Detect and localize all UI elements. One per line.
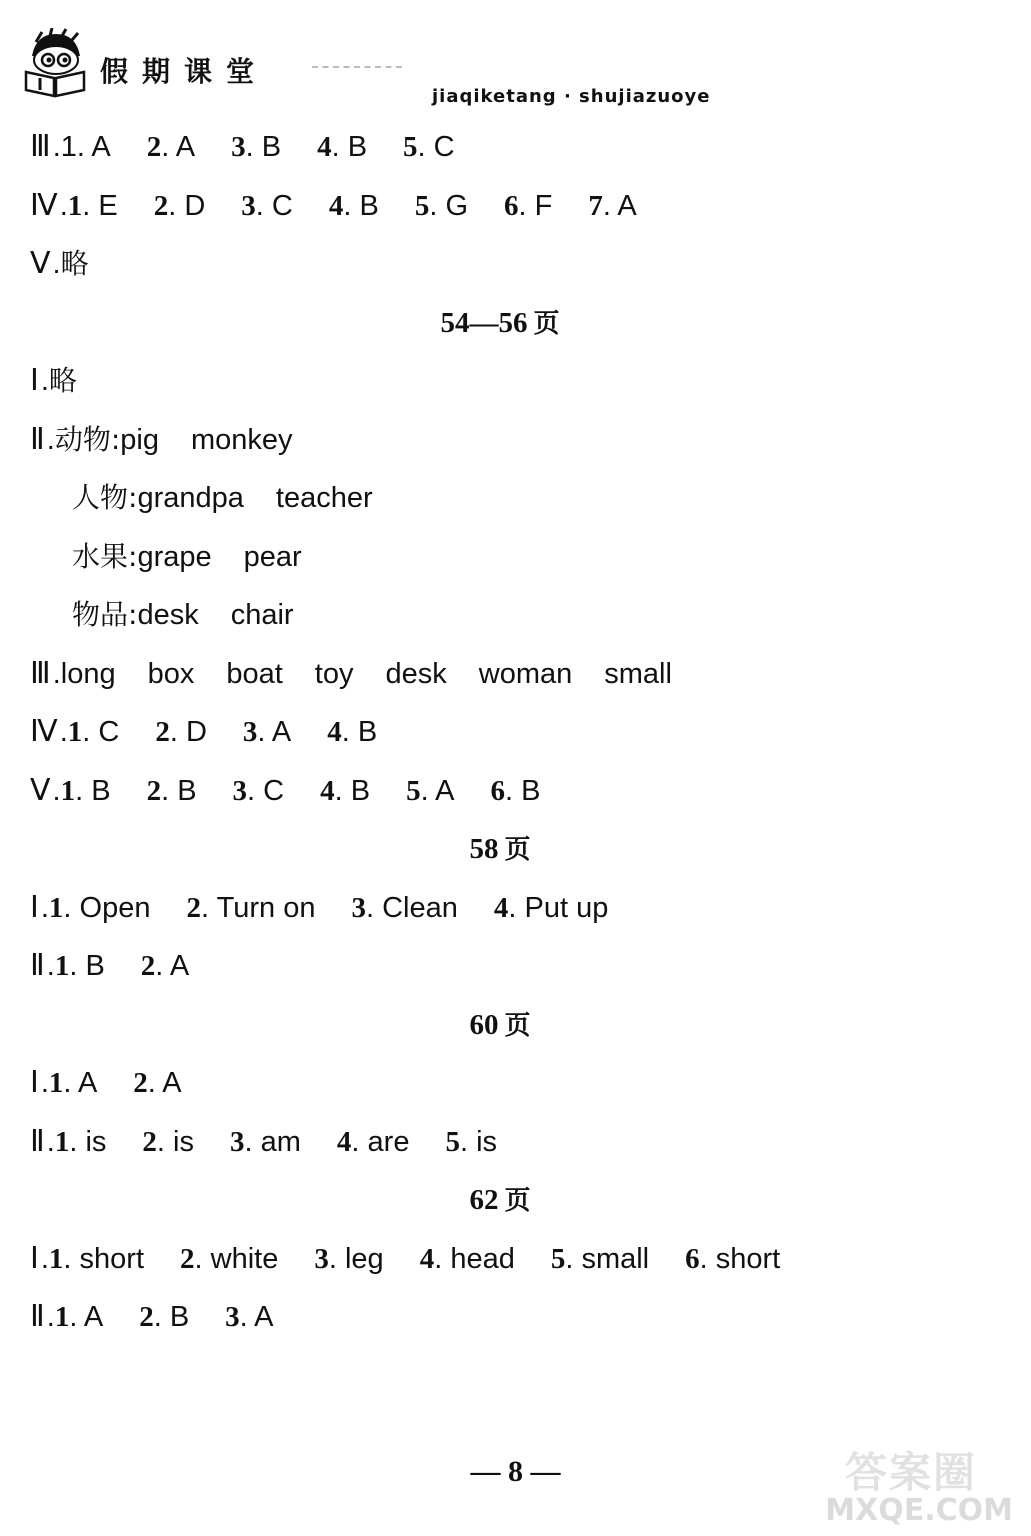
category-label: 水果 — [72, 539, 129, 573]
section-numeral: Ⅳ — [30, 188, 58, 222]
section-numeral: Ⅰ — [30, 1066, 39, 1099]
answer-number: 2 — [133, 1067, 148, 1099]
heading-pages: 60 — [469, 1008, 499, 1041]
section-numeral: Ⅱ — [30, 949, 45, 982]
answer-item — [420, 1230, 515, 1289]
answer-dot: . — [76, 131, 92, 163]
answer-number: 1 — [67, 189, 83, 222]
numeral-dot: . — [59, 189, 68, 222]
answer-value: Put up — [524, 891, 609, 924]
answer-value: B — [177, 774, 197, 807]
answer-value: is — [173, 1125, 194, 1158]
answer-dot: . — [153, 1301, 170, 1333]
answer-item — [403, 118, 455, 177]
answer-dot: . — [341, 716, 358, 748]
answer-number: 2 — [139, 1301, 154, 1333]
answer-dot: . — [156, 1125, 174, 1158]
answer-row — [30, 235, 990, 294]
answer-dot: . — [331, 131, 348, 163]
answer-number: 4 — [320, 774, 335, 807]
page-range-heading — [30, 820, 990, 879]
answer-value: A — [271, 716, 292, 748]
answer-item — [494, 879, 608, 938]
answer-dot: . — [63, 1067, 78, 1099]
answer-dot: . — [417, 131, 434, 163]
answer-number: 5 — [550, 1242, 566, 1275]
category-word: pear — [243, 540, 302, 573]
answer-dot: . — [169, 716, 186, 748]
answer-dot: . — [63, 891, 80, 924]
watermark-cn: 答案圈 — [844, 1448, 977, 1497]
answer-number: 2 — [142, 1125, 157, 1158]
answer-row — [30, 1288, 990, 1347]
answer-value: C — [263, 774, 285, 807]
answer-item — [61, 118, 111, 177]
answer-value: leg — [344, 1242, 384, 1275]
page-range-heading — [30, 1171, 990, 1230]
answer-value: E — [98, 189, 118, 222]
answer-row — [30, 879, 990, 938]
answer-value: F — [534, 189, 553, 222]
word-item: woman — [478, 657, 573, 690]
answer-item — [133, 1054, 181, 1113]
answer-number: 1 — [60, 131, 77, 163]
category-word: teacher — [275, 482, 373, 514]
answer-value: Turn on — [216, 891, 316, 924]
answer-item — [49, 879, 151, 938]
answer-number: 4 — [317, 131, 332, 163]
heading-unit: 页 — [504, 1186, 531, 1216]
answer-dot: . — [420, 774, 436, 807]
answer-dot: . — [194, 1242, 211, 1275]
answer-number: 3 — [225, 1301, 240, 1333]
answer-item — [187, 879, 316, 938]
answer-number: 4 — [493, 891, 509, 924]
brand-subtitle: jiaqiketang · shujiazuoye — [432, 86, 711, 107]
answer-value: A — [162, 1067, 182, 1099]
answer-number: 2 — [146, 774, 162, 807]
answer-item — [320, 762, 370, 821]
answer-dot: . — [343, 189, 360, 222]
answer-item — [490, 762, 540, 821]
answer-value: D — [184, 189, 206, 222]
answer-number: 1 — [67, 716, 83, 748]
answer-dot: . — [459, 1125, 477, 1158]
answer-dot: . — [334, 774, 351, 807]
answer-number: 1 — [54, 950, 70, 982]
answer-number: 4 — [327, 716, 342, 748]
answer-row — [30, 1230, 990, 1289]
category-word: chair — [230, 599, 294, 631]
numeral-dot: . — [52, 131, 61, 163]
numeral-dot: . — [46, 950, 55, 982]
answer-row — [30, 528, 990, 587]
answer-dot: . — [69, 1301, 84, 1333]
answer-row — [30, 1054, 990, 1113]
category-word: grandpa — [137, 482, 244, 514]
answer-row — [30, 411, 990, 470]
answer-item — [406, 762, 454, 821]
answer-value: G — [445, 189, 469, 222]
answer-number: 6 — [504, 189, 519, 222]
page-number: — 8 — — [470, 1455, 561, 1488]
numeral-dot: . — [59, 716, 68, 748]
watermark — [817, 1440, 1017, 1530]
answer-dot: . — [255, 189, 272, 222]
answer-number: 5 — [414, 189, 430, 222]
numeral-dot: . — [46, 1125, 55, 1158]
answer-number: 2 — [186, 891, 201, 924]
answer-dot: . — [365, 891, 383, 924]
watermark-en: MXQE.COM — [825, 1493, 1013, 1528]
answer-dot: . — [351, 1125, 368, 1158]
category-colon: : — [128, 598, 138, 631]
word-item: long — [60, 657, 116, 690]
answer-value: A — [77, 1067, 98, 1099]
numeral-dot: . — [46, 423, 55, 456]
brand-title: 假期课堂 — [100, 55, 269, 88]
answer-item — [588, 177, 636, 236]
word-item: small — [604, 657, 672, 690]
answer-value: D — [185, 716, 207, 748]
answer-value: head — [450, 1242, 515, 1275]
answer-value: B — [359, 189, 379, 222]
answer-item — [147, 118, 195, 177]
answer-number: 1 — [48, 891, 64, 924]
answer-value: A — [91, 131, 111, 163]
answer-value: am — [260, 1125, 301, 1158]
answer-dot: . — [244, 1125, 261, 1158]
answer-item — [317, 118, 367, 177]
numeral-dot: . — [40, 1067, 49, 1099]
answer-item — [230, 1113, 301, 1172]
answer-item — [445, 1113, 497, 1172]
numeral-dot: . — [46, 1301, 55, 1333]
page-range-heading — [30, 294, 990, 353]
answer-dot: . — [328, 1242, 345, 1275]
answer-number: 7 — [588, 189, 603, 222]
answer-item — [68, 177, 118, 236]
answer-dot: . — [63, 1242, 80, 1275]
numeral-dot: . — [52, 248, 61, 280]
answer-dot: . — [82, 189, 99, 222]
category-colon: : — [128, 481, 138, 514]
answer-item — [231, 118, 281, 177]
answer-number: 2 — [153, 189, 169, 222]
answer-item — [327, 703, 377, 762]
answer-item — [415, 177, 468, 236]
answer-value: Open — [79, 891, 151, 924]
section-numeral: Ⅱ — [30, 422, 45, 456]
answer-value: B — [85, 950, 105, 982]
answer-item — [68, 703, 120, 762]
answer-item — [139, 1288, 189, 1347]
answer-item — [147, 762, 197, 821]
answer-value: A — [169, 950, 190, 982]
heading-unit: 页 — [504, 1010, 531, 1041]
answer-number: 1 — [54, 1125, 70, 1158]
answer-value: C — [98, 716, 120, 748]
header-divider — [312, 66, 402, 68]
answer-item — [154, 177, 206, 236]
numeral-dot: . — [40, 365, 49, 397]
answer-value: short — [715, 1242, 781, 1275]
answer-item — [337, 1113, 410, 1172]
section-numeral: Ⅳ — [30, 715, 58, 748]
answer-number: 3 — [241, 189, 256, 222]
answer-value: C — [433, 131, 455, 163]
answer-row — [30, 762, 990, 821]
heading-pages: 58 — [469, 833, 499, 865]
heading-pages: 62 — [469, 1184, 499, 1216]
answer-value: B — [91, 774, 111, 807]
answer-dot: . — [201, 891, 217, 924]
section-numeral: Ⅱ — [30, 1300, 45, 1333]
answer-value: B — [357, 716, 378, 748]
answer-number: 3 — [229, 1125, 245, 1158]
answer-number: 6 — [685, 1242, 700, 1275]
answer-dot: . — [69, 1125, 86, 1158]
answer-dot: . — [602, 189, 618, 222]
answer-dot: . — [257, 716, 272, 748]
answer-value: A — [175, 131, 196, 163]
category-label: 物品 — [72, 598, 129, 631]
answer-dot: . — [75, 774, 92, 807]
answer-number: 5 — [406, 774, 421, 807]
category-colon: : — [110, 422, 121, 456]
answer-value: B — [169, 1301, 190, 1333]
answer-dot: . — [147, 1067, 163, 1099]
category-word: pig — [120, 423, 159, 456]
heading-unit: 页 — [504, 835, 531, 865]
answer-value: short — [79, 1242, 145, 1275]
answer-number: 3 — [242, 716, 258, 748]
answer-dot: . — [504, 774, 522, 807]
answer-item — [329, 177, 379, 236]
answer-dot: . — [429, 189, 446, 222]
heading-unit: 页 — [533, 308, 560, 339]
answer-text: 略 — [48, 364, 77, 397]
answer-dot: . — [508, 891, 525, 924]
answer-number: 3 — [351, 891, 366, 924]
answer-item — [142, 1113, 194, 1172]
word-item: box — [147, 657, 195, 690]
answer-value: are — [367, 1125, 410, 1158]
section-numeral: Ⅰ — [30, 1241, 39, 1275]
answer-value: B — [350, 774, 371, 807]
answer-dot: . — [69, 950, 86, 982]
answer-item — [685, 1230, 780, 1289]
answer-item — [49, 1054, 97, 1113]
word-item: desk — [385, 657, 447, 690]
answer-key-content — [30, 118, 990, 1347]
heading-pages: 54—56 — [440, 306, 528, 339]
numeral-dot: . — [40, 1242, 49, 1275]
answer-item — [243, 703, 291, 762]
numeral-dot: . — [52, 774, 61, 807]
answer-dot: . — [434, 1242, 451, 1275]
answer-dot: . — [82, 716, 99, 748]
answer-number: 4 — [336, 1125, 352, 1158]
answer-dot: . — [155, 950, 170, 982]
answer-dot: . — [565, 1242, 582, 1275]
answer-number: 5 — [403, 131, 418, 163]
answer-number: 1 — [60, 774, 76, 807]
section-numeral: Ⅰ — [30, 890, 39, 924]
answer-row — [30, 469, 990, 528]
answer-item — [225, 1288, 273, 1347]
answer-value: is — [476, 1125, 498, 1158]
section-numeral: Ⅲ — [30, 656, 51, 690]
answer-number: 2 — [146, 131, 162, 163]
answer-number: 1 — [48, 1242, 64, 1275]
reading-cartoon-logo-icon — [22, 28, 88, 98]
answer-row — [30, 703, 990, 762]
answer-row — [30, 586, 990, 645]
category-label: 人物 — [72, 481, 129, 514]
answer-dot: . — [699, 1242, 716, 1275]
answer-item — [241, 177, 293, 236]
answer-text: 略 — [60, 247, 89, 280]
answer-number: 2 — [140, 950, 156, 982]
section-numeral: Ⅲ — [30, 130, 51, 163]
answer-value: B — [521, 774, 541, 807]
answer-value: is — [85, 1125, 107, 1158]
answer-value: B — [347, 131, 368, 163]
answer-row — [30, 118, 990, 177]
page-header — [22, 18, 782, 113]
answer-value: B — [261, 131, 282, 163]
answer-row — [30, 352, 990, 411]
answer-item — [55, 1288, 103, 1347]
answer-value: white — [210, 1242, 279, 1275]
category-word: grape — [137, 540, 212, 573]
page-range-heading — [30, 996, 990, 1055]
answer-item — [351, 879, 457, 938]
answer-number: 6 — [490, 774, 505, 807]
answer-item — [314, 1230, 383, 1289]
answer-dot: . — [247, 774, 264, 807]
category-word: desk — [137, 599, 199, 631]
answer-value: A — [435, 774, 455, 807]
answer-row — [30, 177, 990, 236]
word-item: boat — [226, 657, 283, 690]
answer-number: 2 — [155, 716, 170, 748]
answer-dot: . — [518, 189, 535, 222]
answer-value: A — [254, 1301, 274, 1333]
section-numeral: Ⅴ — [30, 247, 51, 280]
answer-item — [551, 1230, 649, 1289]
numeral-dot: . — [40, 891, 49, 924]
word-item: toy — [314, 657, 354, 690]
answer-number: 4 — [419, 1242, 435, 1275]
answer-number: 4 — [328, 189, 344, 222]
answer-number: 1 — [48, 1067, 64, 1099]
answer-value: C — [271, 189, 293, 222]
answer-value: Clean — [382, 891, 458, 924]
answer-dot: . — [161, 131, 176, 163]
section-numeral: Ⅱ — [30, 1124, 45, 1158]
answer-dot: . — [239, 1301, 255, 1333]
answer-row — [30, 937, 990, 996]
numeral-dot: . — [52, 657, 61, 690]
answer-number: 1 — [54, 1301, 70, 1333]
answer-item — [49, 1230, 144, 1289]
answer-item — [141, 937, 189, 996]
answer-value: A — [617, 189, 637, 222]
answer-number: 2 — [180, 1242, 195, 1275]
answer-item — [180, 1230, 278, 1289]
answer-item — [504, 177, 552, 236]
answer-item — [61, 762, 111, 821]
section-numeral: Ⅴ — [30, 773, 51, 807]
answer-number: 3 — [314, 1242, 329, 1275]
answer-row — [30, 1113, 990, 1172]
answer-item — [233, 762, 285, 821]
answer-value: small — [581, 1242, 650, 1275]
answer-dot: . — [161, 774, 178, 807]
answer-number: 3 — [231, 131, 246, 163]
answer-dot: . — [245, 131, 262, 163]
answer-number: 5 — [445, 1125, 460, 1158]
answer-number: 3 — [232, 774, 248, 807]
category-colon: : — [128, 539, 138, 573]
answer-value: A — [83, 1301, 104, 1333]
answer-item — [155, 703, 207, 762]
answer-dot: . — [168, 189, 185, 222]
answer-item — [55, 1113, 107, 1172]
section-numeral: Ⅰ — [30, 364, 39, 397]
category-word: monkey — [190, 423, 293, 456]
answer-item — [55, 937, 105, 996]
answer-row — [30, 645, 990, 704]
category-label: 动物 — [54, 422, 111, 456]
